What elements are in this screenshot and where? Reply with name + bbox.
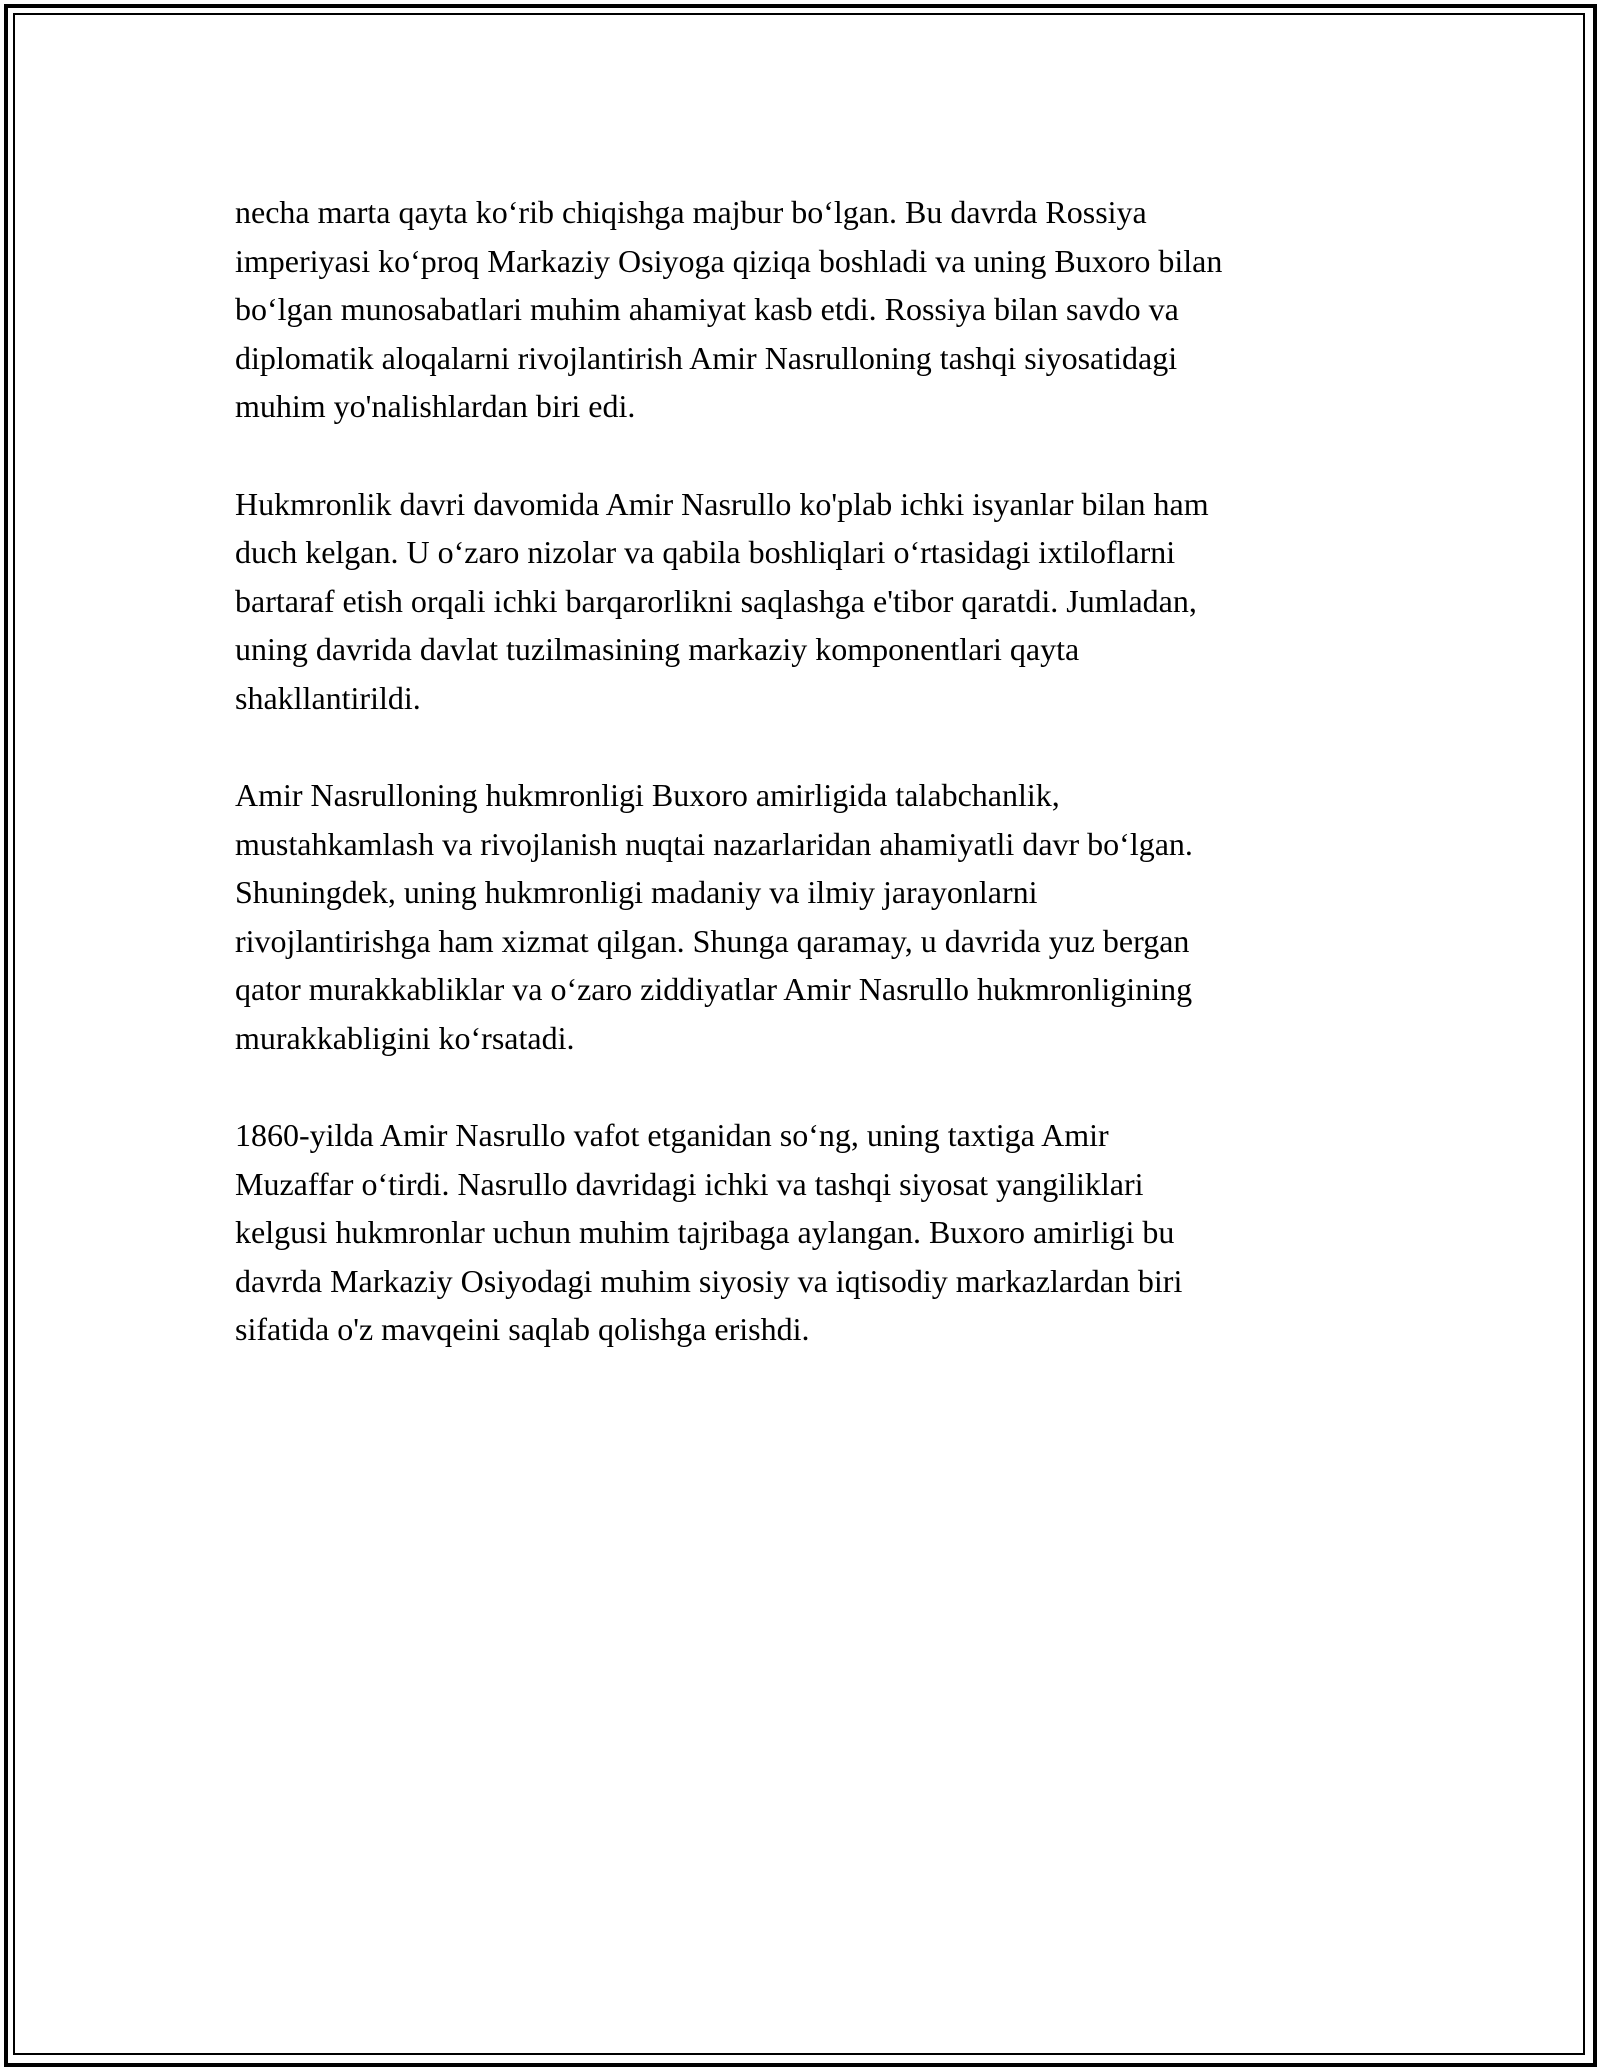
- text-line: uning davrida davlat tuzilmasining markaziy komponentlari qayta: [235, 631, 1080, 667]
- text-line: davrda Markaziy Osiyodagi muhim siyosiy va iqtisodiy markazlardan biri: [235, 1262, 1183, 1299]
- paragraph-2: [235, 480, 1385, 723]
- text-line: murakkabligini ko‘rsatadi.: [235, 1019, 575, 1056]
- text-line: bo‘lgan munosabatlari muhim ahamiyat kasb etdi. Rossiya bilan savdo va: [235, 291, 1179, 327]
- text-line: imperiyasi ko‘proq Markaziy Osiyoga qiziqa boshladi va uning Buxoro bilan: [235, 242, 1223, 279]
- text-line: rivojlantirishga ham xizmat qilgan. Shunga qaramay, u davrida yuz bergan: [235, 922, 1190, 959]
- text-line: Hukmronlik davri davomida Amir Nasrullo ko'plab ichki isyanlar bilan ham: [235, 485, 1209, 522]
- text-line: Amir Nasrulloning hukmronligi Buxoro amirligida talabchanlik,: [235, 777, 1060, 813]
- text-line: mustahkamlash va rivojlanish nuqtai nazarlaridan ahamiyatli davr bo‘lgan.: [235, 825, 1193, 862]
- text-line: qator murakkabliklar va o‘zaro ziddiyatlar Amir Nasrullo hukmronligining: [235, 971, 1193, 1007]
- paragraph-3: [235, 771, 1385, 1062]
- text-line: Muzaffar o‘tirdi. Nasrullo davridagi ichki va tashqi siyosat yangiliklari: [235, 1165, 1144, 1202]
- text-line: duch kelgan. U o‘zaro nizolar va qabila boshliqlari o‘rtasidagi ixtiloflarni: [235, 534, 1176, 570]
- text-line: muhim yo'nalishlardan biri edi.: [235, 388, 636, 424]
- text-line: 1860-yilda Amir Nasrullo vafot etganidan so‘ng, uning taxtiga Amir: [235, 1117, 1109, 1153]
- text-line: diplomatik aloqalarni rivojlantirish Amir Nasrulloning tashqi siyosatidagi: [235, 339, 1178, 376]
- paragraph-1: [235, 188, 1385, 431]
- text-line: kelgusi hukmronlar uchun muhim tajribaga aylangan. Buxoro amirligi bu: [235, 1214, 1175, 1250]
- paragraph-4: [235, 1111, 1385, 1354]
- document-body: [235, 188, 1385, 1403]
- text-line: shakllantirildi.: [235, 679, 421, 716]
- text-line: sifatida o'z mavqeini saqlab qolishga erishdi.: [235, 1311, 810, 1347]
- text-line: bartaraf etish orqali ichki barqarorlikni saqlashga e'tibor qaratdi. Jumladan,: [235, 582, 1197, 619]
- text-line: necha marta qayta ko‘rib chiqishga majbur bo‘lgan. Bu davrda Rossiya: [235, 194, 1147, 230]
- text-line: Shuningdek, uning hukmronligi madaniy va ilmiy jarayonlarni: [235, 874, 1038, 910]
